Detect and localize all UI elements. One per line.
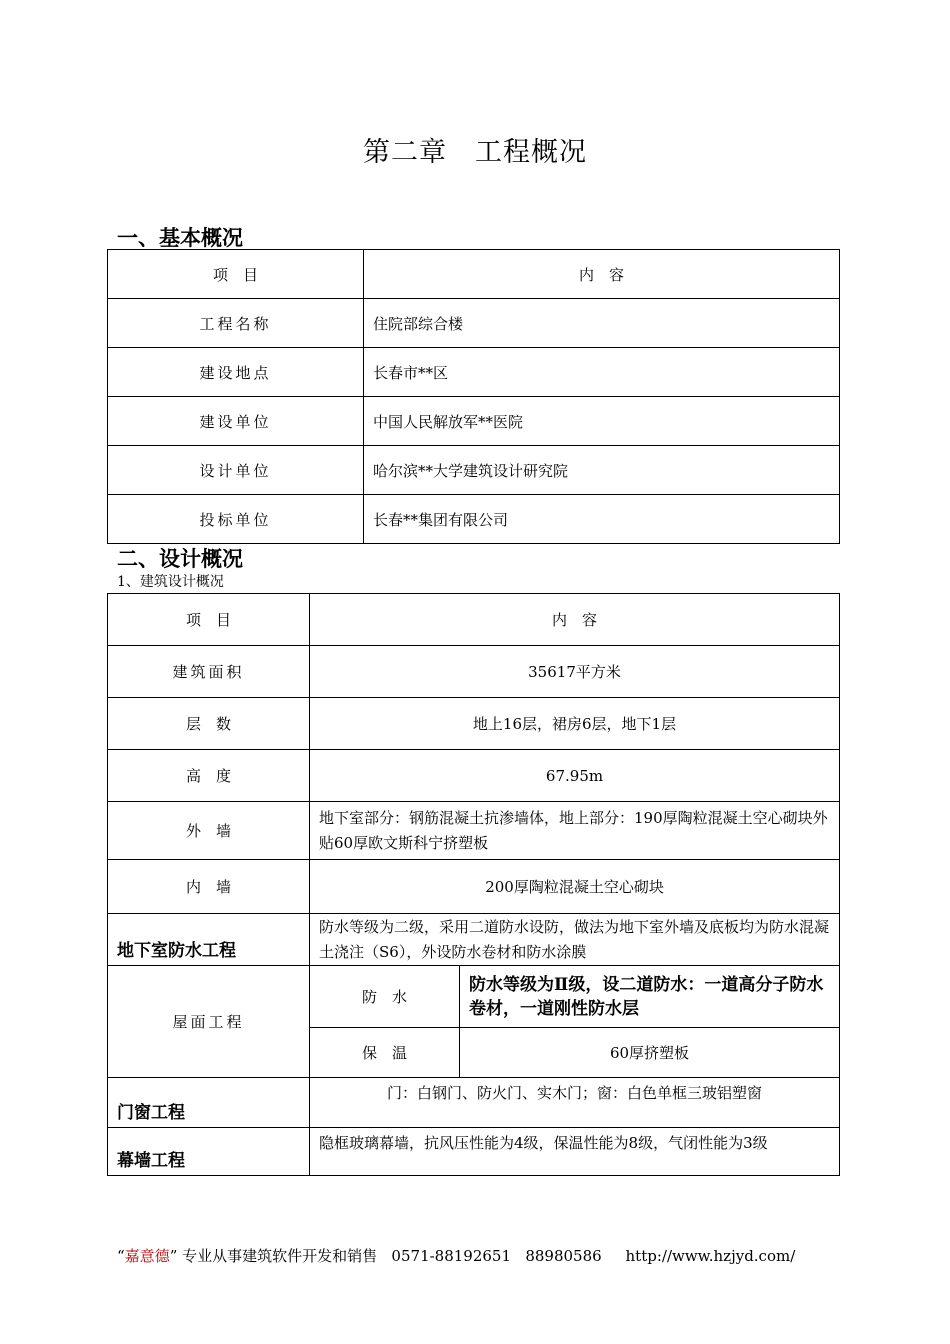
height-label: 高 度 [108, 750, 310, 802]
header-item: 项 目 [108, 250, 364, 299]
roof-label: 屋面工程 [108, 966, 310, 1078]
footer-quote-open: “ [117, 1247, 125, 1265]
basic-info-table [107, 249, 840, 544]
footer-text: 专业从事建筑软件开发和销售 0571-88192651 88980586 http://www.hzjyd.com/ [177, 1247, 796, 1265]
row-value: 中国人民解放军**医院 [364, 397, 840, 446]
section-heading-design: 二、设计概况 [117, 547, 243, 571]
footer-brand: 嘉意德 [124, 1247, 170, 1265]
doors-value: 门：白钢门、防火门、实木门；窗：白色单框三玻铝塑窗 [310, 1078, 840, 1128]
outer-wall-label: 外 墙 [108, 802, 310, 860]
inner-wall-value: 200厚陶粒混凝土空心砌块 [310, 860, 840, 914]
curtain-label: 幕墙工程 [108, 1128, 310, 1176]
row-value: 长春市**区 [364, 348, 840, 397]
curtain-value: 隐框玻璃幕墙，抗风压性能为4级，保温性能为8级，气闭性能为3级 [310, 1128, 840, 1176]
roof-waterproof-label: 防 水 [310, 966, 460, 1028]
header-content: 内 容 [310, 594, 840, 646]
area-value: 35617平方米 [310, 646, 840, 698]
roof-insulation-label: 保 温 [310, 1028, 460, 1078]
row-label: 建设地点 [108, 348, 364, 397]
footer [117, 1245, 795, 1266]
floors-label: 层 数 [108, 698, 310, 750]
design-table [107, 593, 840, 1176]
floors-value: 地上16层，裙房6层，地下1层 [310, 698, 840, 750]
roof-insulation-value: 60厚挤塑板 [460, 1028, 840, 1078]
footer-quote-close: ” [169, 1247, 178, 1265]
roof-waterproof-value: 防水等级为Ⅱ级，设二道防水：一道高分子防水卷材，一道刚性防水层 [460, 966, 840, 1028]
basement-label: 地下室防水工程 [108, 914, 310, 966]
area-label: 建筑面积 [108, 646, 310, 698]
height-value: 67.95m [310, 750, 840, 802]
subsection-heading: 1、建筑设计概况 [117, 574, 224, 590]
row-value: 长春**集团有限公司 [364, 495, 840, 544]
basement-value: 防水等级为二级，采用二道防水设防，做法为地下室外墙及底板均为防水混凝土浇注（S6），外设防水卷材和防水涂膜 [310, 914, 840, 966]
header-content: 内 容 [364, 250, 840, 299]
row-label: 工程名称 [108, 299, 364, 348]
row-label: 投标单位 [108, 495, 364, 544]
header-item: 项 目 [108, 594, 310, 646]
section-heading-basic: 一、基本概况 [117, 226, 243, 250]
page-title: 第二章 工程概况 [363, 137, 587, 168]
inner-wall-label: 内 墙 [108, 860, 310, 914]
doors-label: 门窗工程 [108, 1078, 310, 1128]
row-value: 哈尔滨**大学建筑设计研究院 [364, 446, 840, 495]
row-value: 住院部综合楼 [364, 299, 840, 348]
row-label: 建设单位 [108, 397, 364, 446]
outer-wall-value: 地下室部分：钢筋混凝土抗渗墙体，地上部分：190厚陶粒混凝土空心砌块外贴60厚欧文斯科宁挤塑板 [310, 802, 840, 860]
row-label: 设计单位 [108, 446, 364, 495]
